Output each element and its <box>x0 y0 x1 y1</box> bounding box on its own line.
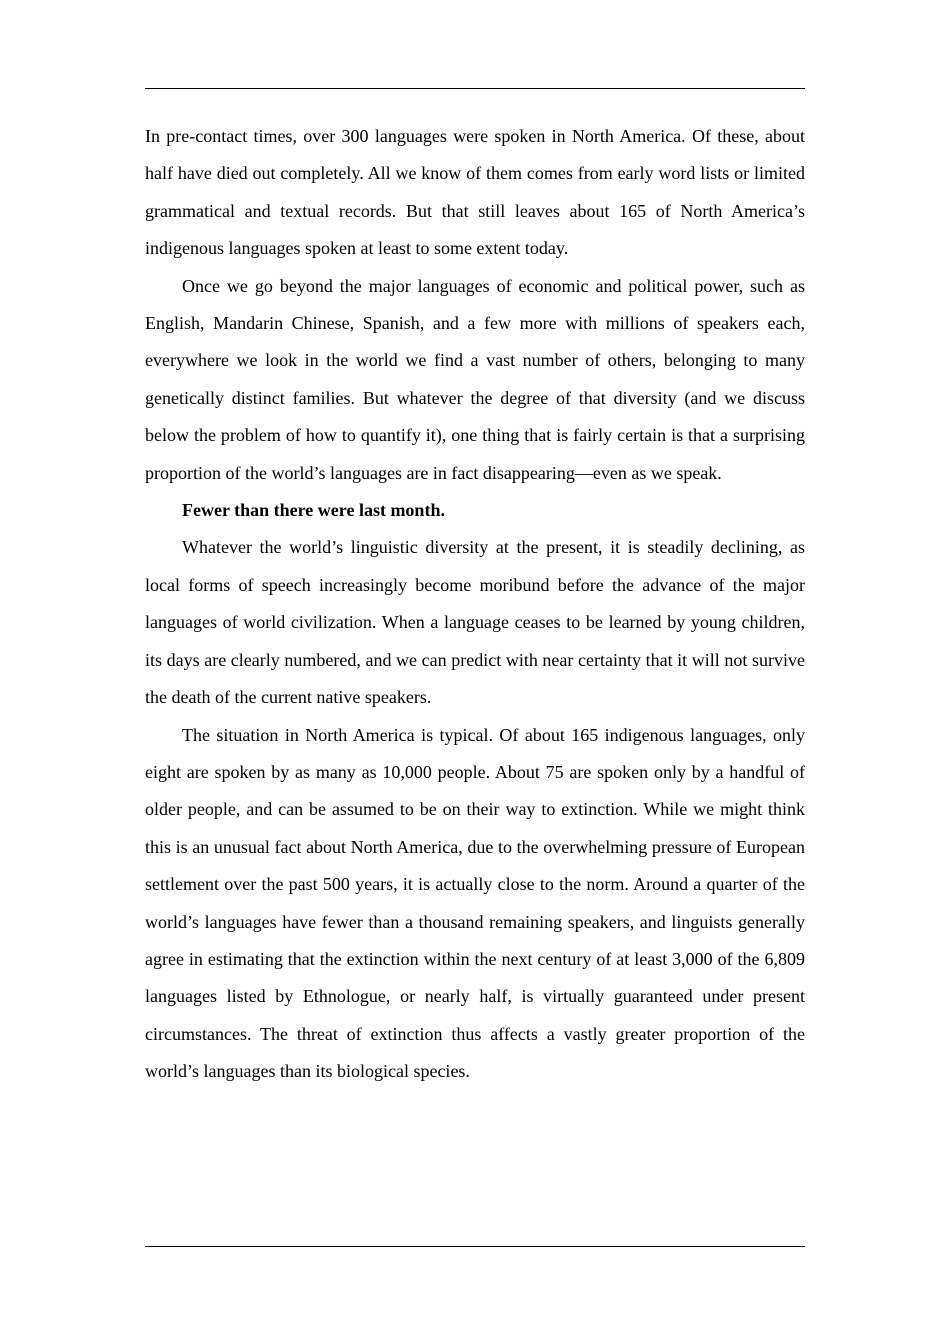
paragraph-1: In pre-contact times, over 300 languages were spoken in North America. Of these, about half have died out completely. All we know of them comes from early word lists or limited grammatical and textual records. But that still leaves about 165 of North America’s indigenous languages spoken at least to some extent today. <box>145 126 805 259</box>
document-body <box>145 118 805 1091</box>
header-rule <box>145 88 805 89</box>
paragraph-2: Once we go beyond the major languages of economic and political power, such as English, Mandarin Chinese, Spanish, and a few more with millions of speakers each, everywhere we look in the world we find a vast number of others, belonging to many genetically distinct families. But whatever the degree of that diversity (and we discuss below the problem of how to quantify it), one thing that is fairly certain is that a surprising proportion of the world’s languages are in fact disappearing—even as we speak. <box>145 275 805 483</box>
footer-rule <box>145 1246 805 1247</box>
paragraph-4: The situation in North America is typical. Of about 165 indigenous languages, only eight are spoken by as many as 10,000 people. About 75 are spoken only by a handful of older people, and can be assumed to be on their way to extinction. While we might think this is an unusual fact about North America, due to the overwhelming pressure of European settlement over the past 500 years, it is actually close to the norm. Around a quarter of the world’s languages have fewer than a thousand remaining speakers, and linguists generally agree in estimating that the extinction within the next century of at least 3,000 of the 6,809 languages listed by Ethnologue, or nearly half, is virtually guaranteed under present circumstances. The threat of extinction thus affects a vastly greater proportion of the world’s languages than its biological species. <box>145 724 805 1082</box>
section-heading: Fewer than there were last month. <box>182 500 445 521</box>
paragraph-3: Whatever the world’s linguistic diversity at the present, it is steadily declining, as local forms of speech increasingly become moribund before the advance of the major languages of world civilization. When a language ceases to be learned by young children, its days are clearly numbered, and we can predict with near certainty that it will not survive the death of the current native speakers. <box>145 537 805 708</box>
